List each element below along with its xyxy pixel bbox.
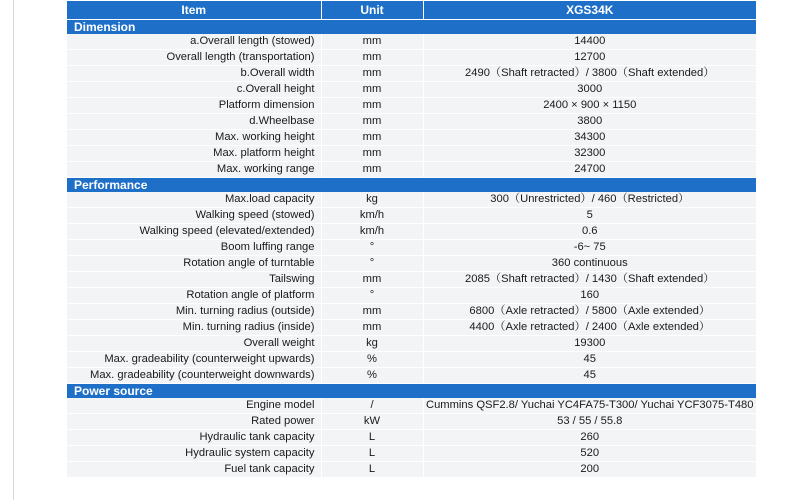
row-item: Max. gradeability (counterweight upwards) bbox=[67, 352, 321, 368]
row-unit: km/h bbox=[321, 208, 423, 224]
row-value: 0.6 bbox=[423, 224, 756, 240]
table-row bbox=[67, 414, 756, 430]
table-row bbox=[67, 336, 756, 352]
row-unit: mm bbox=[321, 34, 423, 50]
row-item: c.Overall height bbox=[67, 82, 321, 98]
table-row bbox=[67, 50, 756, 66]
table-row bbox=[67, 130, 756, 146]
section-title: Dimension bbox=[67, 20, 756, 35]
table-row bbox=[67, 146, 756, 162]
row-value: 45 bbox=[423, 368, 756, 384]
row-unit: % bbox=[321, 368, 423, 384]
row-unit: mm bbox=[321, 98, 423, 114]
row-item: Rotation angle of turntable bbox=[67, 256, 321, 272]
header-unit: Unit bbox=[321, 1, 423, 20]
row-item: Fuel tank capacity bbox=[67, 462, 321, 478]
row-unit: mm bbox=[321, 114, 423, 130]
section-title: Power source bbox=[67, 384, 756, 399]
row-value: -6~ 75 bbox=[423, 240, 756, 256]
table-row bbox=[67, 162, 756, 178]
row-item: a.Overall length (stowed) bbox=[67, 34, 321, 50]
row-item: Max. platform height bbox=[67, 146, 321, 162]
row-value: 45 bbox=[423, 352, 756, 368]
row-item: Overall weight bbox=[67, 336, 321, 352]
header-model: XGS34K bbox=[423, 1, 756, 20]
row-value: 260 bbox=[423, 430, 756, 446]
table-row bbox=[67, 224, 756, 240]
row-unit: ° bbox=[321, 240, 423, 256]
row-unit: mm bbox=[321, 320, 423, 336]
row-value: 160 bbox=[423, 288, 756, 304]
table-row bbox=[67, 114, 756, 130]
row-unit: kW bbox=[321, 414, 423, 430]
table-row bbox=[67, 66, 756, 82]
header-item: Item bbox=[67, 1, 321, 20]
row-value: 3800 bbox=[423, 114, 756, 130]
row-unit: kg bbox=[321, 336, 423, 352]
row-item: Max.load capacity bbox=[67, 192, 321, 208]
row-item: d.Wheelbase bbox=[67, 114, 321, 130]
row-unit: / bbox=[321, 398, 423, 414]
row-value: 12700 bbox=[423, 50, 756, 66]
row-unit: mm bbox=[321, 130, 423, 146]
row-value: 2400 × 900 × 1150 bbox=[423, 98, 756, 114]
row-value: Cummins QSF2.8/ Yuchai YC4FA75-T300/ Yuchai YCF3075-T480 bbox=[423, 398, 756, 414]
row-value: 360 continuous bbox=[423, 256, 756, 272]
row-item: Max. gradeability (counterweight downwards) bbox=[67, 368, 321, 384]
row-value: 6800（Axle retracted）/ 5800（Axle extended） bbox=[423, 304, 756, 320]
section-row bbox=[67, 384, 756, 399]
page-edge-line bbox=[13, 0, 14, 500]
table-row bbox=[67, 320, 756, 336]
row-unit: mm bbox=[321, 66, 423, 82]
row-item: Max. working range bbox=[67, 162, 321, 178]
row-item: Boom luffing range bbox=[67, 240, 321, 256]
row-value: 520 bbox=[423, 446, 756, 462]
row-value: 2490（Shaft retracted）/ 3800（Shaft extended） bbox=[423, 66, 756, 82]
row-item: Walking speed (stowed) bbox=[67, 208, 321, 224]
section-row bbox=[67, 20, 756, 35]
row-unit: L bbox=[321, 446, 423, 462]
table-row bbox=[67, 34, 756, 50]
table-row bbox=[67, 462, 756, 478]
row-value: 2085（Shaft retracted）/ 1430（Shaft extended） bbox=[423, 272, 756, 288]
row-value: 300（Unrestricted）/ 460（Restricted） bbox=[423, 192, 756, 208]
row-item: Max. working height bbox=[67, 130, 321, 146]
row-value: 19300 bbox=[423, 336, 756, 352]
table-row bbox=[67, 208, 756, 224]
table-row bbox=[67, 98, 756, 114]
table-row bbox=[67, 352, 756, 368]
row-value: 24700 bbox=[423, 162, 756, 178]
row-value: 3000 bbox=[423, 82, 756, 98]
table-row bbox=[67, 430, 756, 446]
table-row bbox=[67, 446, 756, 462]
row-unit: km/h bbox=[321, 224, 423, 240]
table-row bbox=[67, 240, 756, 256]
row-unit: mm bbox=[321, 304, 423, 320]
row-item: Min. turning radius (inside) bbox=[67, 320, 321, 336]
spec-table bbox=[67, 1, 756, 478]
row-unit: L bbox=[321, 430, 423, 446]
table-row bbox=[67, 192, 756, 208]
row-value: 53 / 55 / 55.8 bbox=[423, 414, 756, 430]
row-item: Hydraulic system capacity bbox=[67, 446, 321, 462]
row-unit: mm bbox=[321, 272, 423, 288]
row-item: Hydraulic tank capacity bbox=[67, 430, 321, 446]
row-item: Tailswing bbox=[67, 272, 321, 288]
section-title: Performance bbox=[67, 178, 756, 193]
row-value: 34300 bbox=[423, 130, 756, 146]
row-unit: ° bbox=[321, 256, 423, 272]
row-item: b.Overall width bbox=[67, 66, 321, 82]
table-row bbox=[67, 304, 756, 320]
row-unit: kg bbox=[321, 192, 423, 208]
table-row bbox=[67, 256, 756, 272]
row-unit: ° bbox=[321, 288, 423, 304]
table-row bbox=[67, 82, 756, 98]
row-item: Engine model bbox=[67, 398, 321, 414]
row-unit: mm bbox=[321, 50, 423, 66]
row-item: Walking speed (elevated/extended) bbox=[67, 224, 321, 240]
row-unit: mm bbox=[321, 82, 423, 98]
row-item: Overall length (transportation) bbox=[67, 50, 321, 66]
row-item: Rotation angle of platform bbox=[67, 288, 321, 304]
row-unit: mm bbox=[321, 162, 423, 178]
row-item: Platform dimension bbox=[67, 98, 321, 114]
row-unit: L bbox=[321, 462, 423, 478]
table-row bbox=[67, 272, 756, 288]
row-value: 14400 bbox=[423, 34, 756, 50]
section-row bbox=[67, 178, 756, 193]
row-value: 32300 bbox=[423, 146, 756, 162]
row-item: Rated power bbox=[67, 414, 321, 430]
row-value: 4400（Axle retracted）/ 2400（Axle extended） bbox=[423, 320, 756, 336]
table-row bbox=[67, 368, 756, 384]
row-item: Min. turning radius (outside) bbox=[67, 304, 321, 320]
row-value: 200 bbox=[423, 462, 756, 478]
table-row bbox=[67, 288, 756, 304]
table-row bbox=[67, 398, 756, 414]
row-value: 5 bbox=[423, 208, 756, 224]
table-header-row bbox=[67, 1, 756, 20]
row-unit: mm bbox=[321, 146, 423, 162]
row-unit: % bbox=[321, 352, 423, 368]
